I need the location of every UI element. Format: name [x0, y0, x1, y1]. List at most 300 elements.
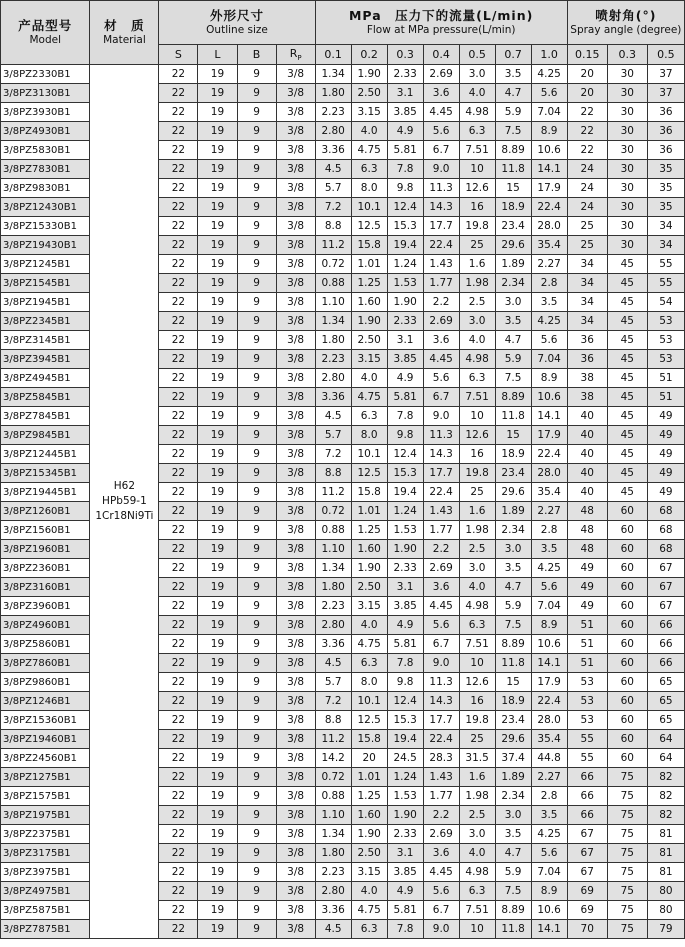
value-cell: 22 — [159, 407, 198, 426]
value-cell: 1.89 — [495, 255, 531, 274]
value-cell: 53 — [567, 692, 607, 711]
value-cell: 9 — [237, 597, 276, 616]
value-cell: 22.4 — [531, 445, 567, 464]
value-cell: 9 — [237, 179, 276, 198]
value-cell: 1.01 — [351, 255, 387, 274]
value-cell: 3/8 — [276, 730, 315, 749]
value-cell: 66 — [647, 654, 684, 673]
value-cell: 35.4 — [531, 236, 567, 255]
value-cell: 3/8 — [276, 84, 315, 103]
value-cell: 19 — [198, 711, 237, 730]
value-cell: 9 — [237, 274, 276, 293]
value-cell: 80 — [647, 882, 684, 901]
value-cell: 1.80 — [315, 844, 351, 863]
value-cell: 7.04 — [531, 103, 567, 122]
value-cell: 18.9 — [495, 198, 531, 217]
value-cell: 3/8 — [276, 787, 315, 806]
col-header-rp-main: R — [289, 46, 298, 60]
value-cell: 22 — [159, 236, 198, 255]
value-cell: 1.6 — [459, 502, 495, 521]
value-cell: 19 — [198, 749, 237, 768]
value-cell: 9.8 — [387, 673, 423, 692]
value-cell: 19 — [198, 730, 237, 749]
value-cell: 45 — [607, 483, 647, 502]
value-cell: 53 — [567, 673, 607, 692]
value-cell: 19 — [198, 635, 237, 654]
value-cell: 3/8 — [276, 160, 315, 179]
value-cell: 6.3 — [459, 369, 495, 388]
value-cell: 28.3 — [423, 749, 459, 768]
value-cell: 49 — [647, 483, 684, 502]
value-cell: 3.5 — [495, 825, 531, 844]
value-cell: 3/8 — [276, 217, 315, 236]
angle-header — [567, 1, 684, 45]
value-cell: 3/8 — [276, 103, 315, 122]
value-cell: 5.6 — [423, 616, 459, 635]
value-cell: 3/8 — [276, 635, 315, 654]
value-cell: 15 — [495, 673, 531, 692]
value-cell: 9 — [237, 483, 276, 502]
value-cell: 3/8 — [276, 369, 315, 388]
value-cell: 38 — [567, 388, 607, 407]
value-cell: 1.34 — [315, 825, 351, 844]
value-cell: 3/8 — [276, 540, 315, 559]
value-cell: 19 — [198, 293, 237, 312]
value-cell: 19 — [198, 312, 237, 331]
value-cell: 22 — [159, 426, 198, 445]
value-cell: 15.3 — [387, 464, 423, 483]
value-cell: 2.33 — [387, 65, 423, 84]
value-cell: 9 — [237, 540, 276, 559]
value-cell: 19 — [198, 901, 237, 920]
value-cell: 3/8 — [276, 388, 315, 407]
value-cell: 34 — [647, 236, 684, 255]
model-cell: 3/8PZ7830B1 — [1, 160, 90, 179]
col-header-b: B — [237, 45, 276, 65]
value-cell: 35.4 — [531, 483, 567, 502]
value-cell: 22.4 — [423, 483, 459, 502]
value-cell: 3/8 — [276, 426, 315, 445]
value-cell: 5.9 — [495, 863, 531, 882]
value-cell: 3.5 — [495, 312, 531, 331]
value-cell: 35 — [647, 160, 684, 179]
value-cell: 60 — [607, 502, 647, 521]
value-cell: 15 — [495, 179, 531, 198]
value-cell: 19 — [198, 103, 237, 122]
value-cell: 3.36 — [315, 901, 351, 920]
col-header-a03: 0.3 — [607, 45, 647, 65]
value-cell: 15 — [495, 426, 531, 445]
model-cell: 3/8PZ1245B1 — [1, 255, 90, 274]
value-cell: 81 — [647, 863, 684, 882]
value-cell: 3/8 — [276, 749, 315, 768]
value-cell: 19 — [198, 578, 237, 597]
value-cell: 3.1 — [387, 844, 423, 863]
angle-header-zh: 喷射角(°) — [595, 8, 657, 24]
value-cell: 22 — [159, 616, 198, 635]
col-header-a05: 0.5 — [647, 45, 684, 65]
value-cell: 5.6 — [423, 882, 459, 901]
value-cell: 3.5 — [531, 540, 567, 559]
value-cell: 3/8 — [276, 920, 315, 939]
value-cell: 68 — [647, 502, 684, 521]
value-cell: 55 — [567, 730, 607, 749]
value-cell: 22 — [159, 901, 198, 920]
value-cell: 45 — [607, 445, 647, 464]
value-cell: 9 — [237, 692, 276, 711]
value-cell: 2.34 — [495, 787, 531, 806]
value-cell: 11.8 — [495, 407, 531, 426]
value-cell: 40 — [567, 464, 607, 483]
value-cell: 2.2 — [423, 806, 459, 825]
value-cell: 3/8 — [276, 616, 315, 635]
value-cell: 4.25 — [531, 65, 567, 84]
value-cell: 19 — [198, 540, 237, 559]
value-cell: 23.4 — [495, 711, 531, 730]
col-header-p07: 0.7 — [495, 45, 531, 65]
model-cell: 3/8PZ19460B1 — [1, 730, 90, 749]
value-cell: 8.89 — [495, 901, 531, 920]
value-cell: 3.6 — [423, 844, 459, 863]
value-cell: 9 — [237, 521, 276, 540]
value-cell: 22 — [159, 711, 198, 730]
value-cell: 49 — [647, 407, 684, 426]
value-cell: 1.77 — [423, 274, 459, 293]
value-cell: 1.34 — [315, 559, 351, 578]
value-cell: 49 — [567, 578, 607, 597]
model-cell: 3/8PZ2330B1 — [1, 65, 90, 84]
value-cell: 22 — [567, 103, 607, 122]
value-cell: 22 — [159, 331, 198, 350]
value-cell: 3/8 — [276, 673, 315, 692]
value-cell: 29.6 — [495, 236, 531, 255]
value-cell: 1.90 — [351, 312, 387, 331]
value-cell: 60 — [607, 597, 647, 616]
value-cell: 9 — [237, 825, 276, 844]
value-cell: 45 — [607, 274, 647, 293]
model-cell: 3/8PZ4930B1 — [1, 122, 90, 141]
value-cell: 5.9 — [495, 103, 531, 122]
value-cell: 1.60 — [351, 806, 387, 825]
value-cell: 3/8 — [276, 502, 315, 521]
value-cell: 69 — [567, 901, 607, 920]
material-line: 1Cr18Ni9Ti — [95, 510, 154, 523]
value-cell: 75 — [607, 844, 647, 863]
value-cell: 66 — [647, 635, 684, 654]
value-cell: 7.5 — [495, 369, 531, 388]
value-cell: 1.24 — [387, 768, 423, 787]
model-cell: 3/8PZ9860B1 — [1, 673, 90, 692]
value-cell: 7.5 — [495, 882, 531, 901]
value-cell: 9 — [237, 350, 276, 369]
value-cell: 9 — [237, 502, 276, 521]
model-cell: 3/8PZ15345B1 — [1, 464, 90, 483]
value-cell: 4.45 — [423, 350, 459, 369]
model-cell: 3/8PZ15330B1 — [1, 217, 90, 236]
value-cell: 66 — [567, 787, 607, 806]
value-cell: 4.75 — [351, 388, 387, 407]
value-cell: 54 — [647, 293, 684, 312]
value-cell: 55 — [647, 274, 684, 293]
value-cell: 36 — [647, 122, 684, 141]
value-cell: 3.5 — [531, 806, 567, 825]
value-cell: 19 — [198, 616, 237, 635]
value-cell: 3.0 — [459, 312, 495, 331]
value-cell: 5.81 — [387, 901, 423, 920]
value-cell: 9 — [237, 920, 276, 939]
value-cell: 9 — [237, 730, 276, 749]
value-cell: 34 — [567, 312, 607, 331]
value-cell: 3/8 — [276, 578, 315, 597]
value-cell: 8.9 — [531, 882, 567, 901]
value-cell: 9 — [237, 464, 276, 483]
value-cell: 22 — [159, 502, 198, 521]
value-cell: 3.36 — [315, 388, 351, 407]
value-cell: 49 — [647, 426, 684, 445]
value-cell: 4.45 — [423, 863, 459, 882]
value-cell: 4.7 — [495, 84, 531, 103]
value-cell: 19 — [198, 122, 237, 141]
value-cell: 30 — [607, 179, 647, 198]
value-cell: 19 — [198, 673, 237, 692]
value-cell: 22 — [159, 179, 198, 198]
value-cell: 1.34 — [315, 65, 351, 84]
value-cell: 16 — [459, 692, 495, 711]
col-header-p01: 0.1 — [315, 45, 351, 65]
value-cell: 65 — [647, 711, 684, 730]
value-cell: 8.0 — [351, 426, 387, 445]
value-cell: 9 — [237, 768, 276, 787]
value-cell: 19 — [198, 692, 237, 711]
value-cell: 2.80 — [315, 616, 351, 635]
value-cell: 6.3 — [351, 407, 387, 426]
value-cell: 3/8 — [276, 331, 315, 350]
value-cell: 4.98 — [459, 597, 495, 616]
model-cell: 3/8PZ1945B1 — [1, 293, 90, 312]
value-cell: 22 — [159, 369, 198, 388]
value-cell: 2.69 — [423, 559, 459, 578]
model-cell: 3/8PZ24560B1 — [1, 749, 90, 768]
value-cell: 75 — [607, 901, 647, 920]
value-cell: 2.8 — [531, 787, 567, 806]
model-cell: 3/8PZ2360B1 — [1, 559, 90, 578]
value-cell: 9 — [237, 122, 276, 141]
value-cell: 55 — [647, 255, 684, 274]
value-cell: 2.34 — [495, 274, 531, 293]
value-cell: 44.8 — [531, 749, 567, 768]
value-cell: 51 — [647, 369, 684, 388]
value-cell: 9 — [237, 711, 276, 730]
value-cell: 3/8 — [276, 882, 315, 901]
value-cell: 1.43 — [423, 255, 459, 274]
angle-header-en: Spray angle (degree) — [570, 23, 682, 36]
value-cell: 30 — [607, 198, 647, 217]
value-cell: 10.1 — [351, 445, 387, 464]
value-cell: 22 — [159, 540, 198, 559]
value-cell: 53 — [647, 331, 684, 350]
value-cell: 2.5 — [459, 806, 495, 825]
value-cell: 22 — [159, 654, 198, 673]
value-cell: 9 — [237, 654, 276, 673]
value-cell: 11.8 — [495, 160, 531, 179]
value-cell: 1.80 — [315, 578, 351, 597]
value-cell: 37 — [647, 65, 684, 84]
value-cell: 1.25 — [351, 521, 387, 540]
value-cell: 24.5 — [387, 749, 423, 768]
value-cell: 22 — [159, 255, 198, 274]
value-cell: 20 — [351, 749, 387, 768]
value-cell: 4.0 — [351, 616, 387, 635]
value-cell: 36 — [647, 103, 684, 122]
value-cell: 0.72 — [315, 502, 351, 521]
value-cell: 4.75 — [351, 141, 387, 160]
value-cell: 60 — [607, 711, 647, 730]
value-cell: 19 — [198, 65, 237, 84]
value-cell: 2.8 — [531, 274, 567, 293]
col-header-s: S — [159, 45, 198, 65]
value-cell: 3.5 — [531, 293, 567, 312]
value-cell: 1.24 — [387, 502, 423, 521]
value-cell: 3/8 — [276, 312, 315, 331]
model-cell: 3/8PZ2375B1 — [1, 825, 90, 844]
value-cell: 22 — [159, 787, 198, 806]
value-cell: 3/8 — [276, 901, 315, 920]
value-cell: 9 — [237, 901, 276, 920]
value-cell: 5.6 — [423, 122, 459, 141]
value-cell: 65 — [647, 692, 684, 711]
value-cell: 1.90 — [351, 65, 387, 84]
value-cell: 4.98 — [459, 350, 495, 369]
value-cell: 7.04 — [531, 597, 567, 616]
value-cell: 34 — [567, 274, 607, 293]
value-cell: 48 — [567, 521, 607, 540]
value-cell: 1.43 — [423, 768, 459, 787]
value-cell: 22 — [159, 578, 198, 597]
flow-header-en: Flow at MPa pressure(L/min) — [366, 23, 516, 36]
value-cell: 30 — [607, 103, 647, 122]
value-cell: 9 — [237, 312, 276, 331]
value-cell: 3/8 — [276, 274, 315, 293]
value-cell: 4.9 — [387, 882, 423, 901]
value-cell: 53 — [647, 350, 684, 369]
value-cell: 53 — [647, 312, 684, 331]
value-cell: 19 — [198, 483, 237, 502]
value-cell: 22 — [159, 198, 198, 217]
col-header-p10: 1.0 — [531, 45, 567, 65]
value-cell: 1.98 — [459, 787, 495, 806]
value-cell: 2.23 — [315, 103, 351, 122]
value-cell: 4.98 — [459, 103, 495, 122]
col-header-l: L — [198, 45, 237, 65]
value-cell: 12.5 — [351, 711, 387, 730]
model-header-en: Model — [29, 33, 61, 46]
value-cell: 80 — [647, 901, 684, 920]
col-header-p05: 0.5 — [459, 45, 495, 65]
model-cell: 3/8PZ5875B1 — [1, 901, 90, 920]
value-cell: 2.27 — [531, 502, 567, 521]
value-cell: 18.9 — [495, 445, 531, 464]
value-cell: 9 — [237, 141, 276, 160]
value-cell: 3.6 — [423, 84, 459, 103]
model-header — [1, 1, 90, 65]
value-cell: 30 — [607, 217, 647, 236]
value-cell: 9 — [237, 84, 276, 103]
value-cell: 1.90 — [351, 825, 387, 844]
value-cell: 14.1 — [531, 654, 567, 673]
value-cell: 24 — [567, 198, 607, 217]
value-cell: 8.89 — [495, 141, 531, 160]
value-cell: 19.8 — [459, 217, 495, 236]
model-cell: 3/8PZ12445B1 — [1, 445, 90, 464]
value-cell: 1.80 — [315, 84, 351, 103]
value-cell: 19 — [198, 179, 237, 198]
value-cell: 7.8 — [387, 160, 423, 179]
value-cell: 6.3 — [351, 920, 387, 939]
value-cell: 17.9 — [531, 179, 567, 198]
value-cell: 7.51 — [459, 388, 495, 407]
value-cell: 11.2 — [315, 730, 351, 749]
model-cell: 3/8PZ12430B1 — [1, 198, 90, 217]
value-cell: 22 — [159, 483, 198, 502]
value-cell: 9.8 — [387, 179, 423, 198]
value-cell: 3.6 — [423, 331, 459, 350]
value-cell: 30 — [607, 236, 647, 255]
value-cell: 9 — [237, 673, 276, 692]
value-cell: 1.89 — [495, 502, 531, 521]
value-cell: 15.8 — [351, 236, 387, 255]
value-cell: 16 — [459, 445, 495, 464]
value-cell: 25 — [459, 730, 495, 749]
value-cell: 1.24 — [387, 255, 423, 274]
value-cell: 34 — [567, 255, 607, 274]
value-cell: 8.0 — [351, 673, 387, 692]
value-cell: 79 — [647, 920, 684, 939]
value-cell: 4.25 — [531, 825, 567, 844]
value-cell: 3/8 — [276, 179, 315, 198]
value-cell: 60 — [607, 540, 647, 559]
value-cell: 3/8 — [276, 445, 315, 464]
value-cell: 12.5 — [351, 464, 387, 483]
value-cell: 3/8 — [276, 65, 315, 84]
value-cell: 22 — [159, 274, 198, 293]
value-cell: 1.10 — [315, 293, 351, 312]
value-cell: 3/8 — [276, 293, 315, 312]
model-cell: 3/8PZ3960B1 — [1, 597, 90, 616]
value-cell: 14.2 — [315, 749, 351, 768]
value-cell: 51 — [567, 635, 607, 654]
value-cell: 45 — [607, 369, 647, 388]
value-cell: 10 — [459, 160, 495, 179]
value-cell: 40 — [567, 426, 607, 445]
value-cell: 22 — [159, 882, 198, 901]
value-cell: 19 — [198, 863, 237, 882]
value-cell: 66 — [567, 768, 607, 787]
value-cell: 3.0 — [459, 65, 495, 84]
value-cell: 67 — [567, 844, 607, 863]
value-cell: 4.75 — [351, 901, 387, 920]
model-cell: 3/8PZ1260B1 — [1, 502, 90, 521]
value-cell: 25 — [459, 236, 495, 255]
value-cell: 1.89 — [495, 768, 531, 787]
value-cell: 19 — [198, 160, 237, 179]
value-cell: 22 — [159, 920, 198, 939]
value-cell: 45 — [607, 350, 647, 369]
value-cell: 3.0 — [459, 559, 495, 578]
value-cell: 4.45 — [423, 597, 459, 616]
value-cell: 9.8 — [387, 426, 423, 445]
value-cell: 12.4 — [387, 198, 423, 217]
value-cell: 5.81 — [387, 388, 423, 407]
